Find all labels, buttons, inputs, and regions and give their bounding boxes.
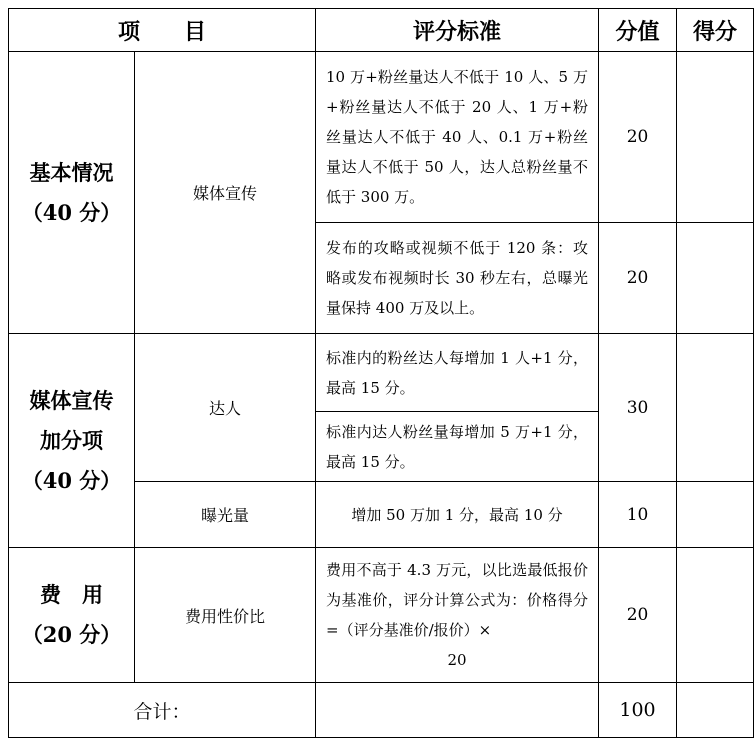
criterion-value: 10 (599, 482, 677, 548)
score-cell (677, 223, 754, 334)
criterion-text: 标准内的粉丝达人每增加 1 人+1 分，最高 15 分。 (316, 334, 599, 412)
score-cell (677, 482, 754, 548)
criterion-text: 10 万+粉丝量达人不低于 10 人、5 万+粉丝量达人不低于 20 人、1 万+粉丝量达人不低于 40 人、0.1 万+粉丝量达人不低于 50 人，达人总粉丝量不低于 300 万。 (316, 52, 599, 223)
header-standard: 评分标准 (316, 9, 599, 52)
total-value: 100 (599, 683, 677, 738)
category-bonus-line3: （40 分） (21, 467, 122, 493)
category-bonus (9, 334, 135, 548)
header-row (9, 9, 754, 52)
score-cell (677, 683, 754, 738)
header-score: 得分 (677, 9, 754, 52)
criterion-text: 标准内达人粉丝量每增加 5 万+1 分，最高 15 分。 (316, 412, 599, 482)
criterion-cost (316, 548, 599, 683)
table-row (9, 548, 754, 683)
criterion-value: 20 (599, 223, 677, 334)
criterion-value: 20 (599, 548, 677, 683)
header-item: 项 目 (9, 9, 316, 52)
category-bonus-line1: 媒体宣传 (29, 387, 114, 413)
sub-media: 媒体宣传 (135, 52, 316, 334)
category-cost-line1: 费 用 (40, 582, 103, 607)
table-row (9, 334, 754, 412)
total-row (9, 683, 754, 738)
category-basic-line2: （40 分） (21, 199, 122, 225)
criterion-text: 增加 50 万加 1 分，最高 10 分 (316, 482, 599, 548)
table-row (9, 52, 754, 223)
category-basic-line1: 基本情况 (29, 159, 114, 185)
category-cost (9, 548, 135, 683)
criterion-value: 20 (599, 52, 677, 223)
score-cell (677, 548, 754, 683)
category-basic (9, 52, 135, 334)
sub-cost-performance: 费用性价比 (135, 548, 316, 683)
criterion-value: 30 (599, 334, 677, 482)
sub-influencer: 达人 (135, 334, 316, 482)
category-cost-line2: （20 分） (21, 622, 122, 647)
sub-exposure: 曝光量 (135, 482, 316, 548)
total-label: 合计： (9, 683, 316, 738)
criterion-cost-text: 费用不高于 4.3 万元，以比选最低报价为基准价，评分计算公式为：价格得分=（评分基准价/报价）× (326, 561, 589, 639)
header-value: 分值 (599, 9, 677, 52)
criterion-cost-tail: 20 (447, 651, 467, 669)
criterion-text: 发布的攻略或视频不低于 120 条：攻略或发布视频时长 30 秒左右，总曝光量保持 400 万及以上。 (316, 223, 599, 334)
category-bonus-line2: 加分项 (40, 427, 103, 453)
scoring-table (8, 8, 754, 738)
total-standard-cell (316, 683, 599, 738)
score-cell (677, 334, 754, 482)
score-cell (677, 52, 754, 223)
